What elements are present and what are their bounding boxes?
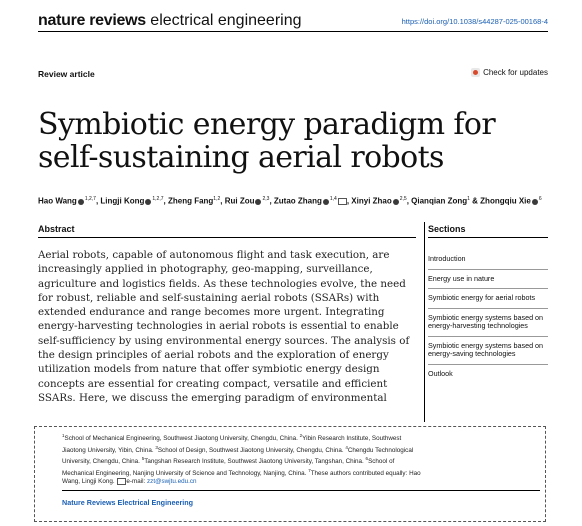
affiliation-sup: 1 bbox=[62, 433, 65, 438]
author-name[interactable]: & Zhongqiu Xie bbox=[472, 196, 531, 206]
orcid-icon[interactable] bbox=[255, 199, 261, 205]
header-rule bbox=[38, 31, 548, 32]
affiliation-text: School of Mechanical Engineering, Southwest Jiaotong University, Chengdu, China. bbox=[64, 435, 300, 443]
author-name[interactable]: Xinyi Zhao bbox=[351, 196, 392, 206]
email-icon[interactable] bbox=[338, 198, 347, 205]
journal-name-bold: nature reviews bbox=[38, 12, 146, 29]
affiliation-text: These authors contributed equally: Hao Wang, Lingji Kong. bbox=[62, 469, 421, 486]
author-affiliation-sup: 1 bbox=[467, 196, 470, 202]
author-affiliation-sup: 1,2 bbox=[213, 196, 221, 202]
author-name[interactable]: Qianqian Zong bbox=[411, 196, 468, 206]
affiliation-text: Tangshan Research Institute, Southwest Jiaotong University, Tangshan, China. bbox=[144, 458, 366, 466]
doi-link[interactable]: https://doi.org/10.1038/s44287-025-00168-4 bbox=[401, 17, 548, 26]
article-title: Symbiotic energy paradigm for self-sustaining aerial robots bbox=[38, 107, 496, 176]
author-affiliation-sup: 1,2,7 bbox=[84, 196, 96, 202]
orcid-icon[interactable] bbox=[145, 199, 151, 205]
orcid-icon[interactable] bbox=[323, 199, 329, 205]
section-link-outlook[interactable]: Outlook bbox=[428, 368, 453, 378]
author-separator: , bbox=[95, 196, 101, 206]
journal-name-rest: electrical engineering bbox=[145, 12, 302, 29]
author-separator: , bbox=[346, 196, 352, 206]
affiliation-sup: 4 bbox=[345, 444, 348, 450]
author-separator: , bbox=[220, 196, 225, 206]
author-affiliation-sup: 1,2,7 bbox=[152, 196, 164, 202]
check-for-updates-button[interactable] bbox=[471, 68, 548, 77]
abstract-text: Aerial robots, capable of autonomous flight and task execution, are increasingly applied in photography, geo-mapping, surveillance, agriculture and logistics fields. As these technologies evolve, the need for robust, reliable and self-sustaining aerial robots (SSARs) with extended endurance and range becomes more urgent. Integrating energy-harvesting technologies in aerial robots is essential to enable self-sufficiency by using environmental energy sources. The analysis of the design principles of aerial robots and the exploration of energy utilization models from nature that offer symbiotic energy design concepts are essential for creating compact, versatile and efficient SSARs. Here, we discuss the emerging paradigm of environmental bbox=[38, 249, 410, 404]
check-updates-icon bbox=[471, 68, 480, 77]
orcid-icon[interactable] bbox=[393, 199, 399, 205]
affiliation-text: Yibin Research Institute, Southwest Jiaotong University, Yibin, China. bbox=[62, 435, 402, 454]
affiliation-sup: 5 bbox=[141, 456, 145, 461]
section-link-introduction[interactable]: Introduction bbox=[428, 253, 548, 270]
author-affiliation-sup: 2,3 bbox=[262, 196, 270, 202]
column-divider bbox=[424, 222, 425, 422]
sections-heading: Sections bbox=[428, 224, 466, 234]
footer-rule bbox=[62, 490, 540, 491]
affiliation-sup: 3 bbox=[155, 444, 158, 450]
email-label: e-mail: bbox=[126, 478, 148, 486]
author-separator: , bbox=[163, 196, 168, 206]
author-name[interactable]: Rui Zou bbox=[224, 196, 255, 206]
affiliation-sup: 2 bbox=[299, 433, 303, 438]
orcid-icon[interactable] bbox=[78, 199, 84, 205]
author-list bbox=[38, 194, 550, 207]
author-affiliation-sup: 2,5 bbox=[399, 196, 407, 202]
article-type: Review article bbox=[38, 69, 95, 79]
affiliation-sup: 7 bbox=[308, 467, 311, 473]
author-separator: , bbox=[406, 196, 412, 206]
author-affiliation-sup: 1,4 bbox=[329, 196, 337, 202]
footer-journal-name: Nature Reviews Electrical Engineering bbox=[62, 498, 194, 507]
author-separator: , bbox=[269, 196, 274, 206]
author-name[interactable]: Lingji Kong bbox=[100, 196, 145, 206]
author-affiliation-sup: 6 bbox=[538, 196, 542, 202]
section-link-symbiotic-energy[interactable]: Symbiotic energy for aerial robots bbox=[428, 292, 548, 309]
affiliation-text: School of Design, Southwest Jiaotong University, Chengdu, China. bbox=[157, 446, 346, 454]
affiliation-sup: 6 bbox=[365, 456, 369, 461]
abstract-rule bbox=[38, 237, 416, 238]
affiliation-text: School of Mechanical Engineering, Nanjing University of Science and Technology, Nanjing, China. bbox=[62, 458, 395, 477]
author-name[interactable]: Hao Wang bbox=[38, 196, 77, 206]
section-link-energy-harvesting[interactable]: Symbiotic energy systems based on energy-harvesting technologies bbox=[428, 312, 548, 337]
email-link[interactable]: zzt@swjtu.edu.cn bbox=[147, 478, 197, 486]
section-link-energy-saving[interactable]: Symbiotic energy systems based on energy-saving technologies bbox=[428, 340, 548, 365]
abstract-heading: Abstract bbox=[38, 224, 75, 234]
journal-masthead bbox=[38, 12, 302, 30]
sections-rule bbox=[428, 237, 548, 238]
check-updates-label: Check for updates bbox=[483, 68, 548, 77]
affiliations bbox=[62, 432, 426, 487]
author-name[interactable]: Zutao Zhang bbox=[273, 196, 322, 206]
author-name[interactable]: Zheng Fang bbox=[167, 196, 214, 206]
orcid-icon[interactable] bbox=[532, 199, 538, 205]
section-link-energy-use-in-nature[interactable]: Energy use in nature bbox=[428, 273, 548, 290]
sections-nav bbox=[428, 253, 548, 386]
affiliation-text: Chengdu Technological University, Chengdu, China. bbox=[62, 446, 414, 466]
